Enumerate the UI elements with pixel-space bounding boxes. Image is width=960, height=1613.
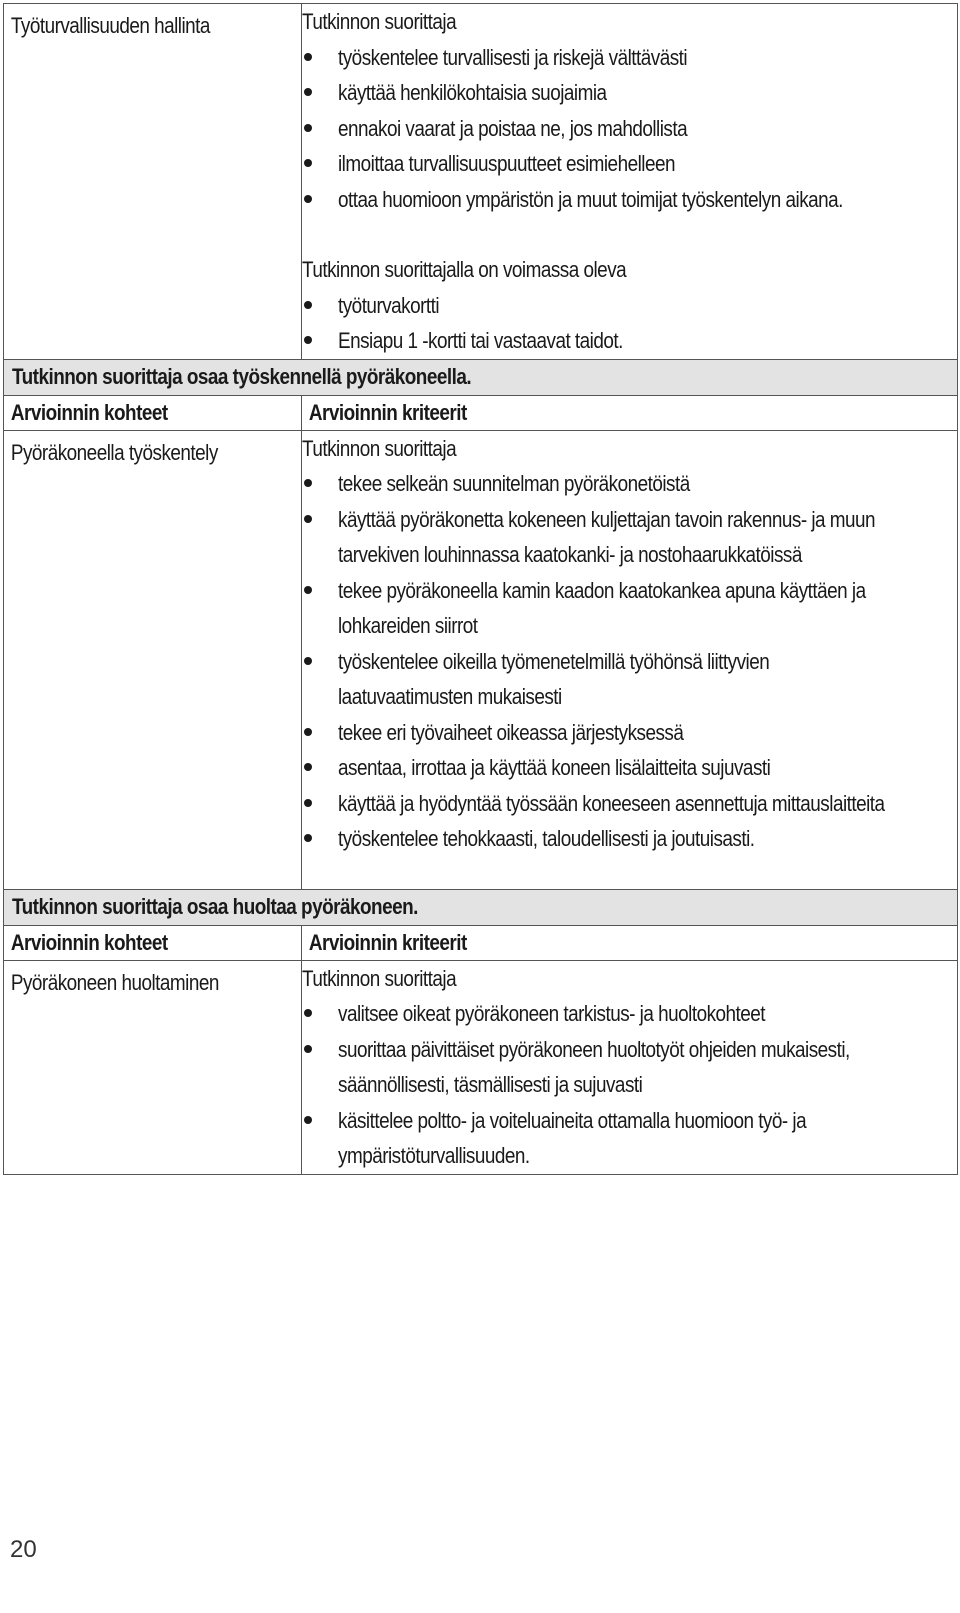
list-item: työskentelee oikeilla työmenetelmillä työhönsä liittyvien laatuvaatimusten mukaisesti [302, 644, 957, 715]
bullet-icon [304, 799, 312, 807]
assessment-target: Pyöräkoneella työskentely [10, 439, 218, 465]
section-title-row [4, 889, 958, 925]
list-item: tekee eri työvaiheet oikeassa järjestyksessä [302, 715, 957, 751]
table-row [4, 4, 958, 360]
bullet-icon [304, 586, 312, 594]
column-header-row [4, 925, 958, 960]
column-header-targets: Arvioinnin kohteet [10, 929, 168, 955]
assessment-criteria-cell [302, 960, 958, 1174]
assessment-criteria-cell [302, 4, 958, 360]
list-item: käyttää pyöräkonetta kokeneen kuljettajan tavoin rakennus- ja muun tarvekiven louhinnassa kaatokanki- ja nostohaarukkatöissä [302, 502, 957, 573]
list-item: suorittaa päivittäiset pyöräkoneen huoltotyöt ohjeiden mukaisesti, säännöllisesti, täsmällisesti ja sujuvasti [302, 1032, 957, 1103]
criteria-list-2 [302, 288, 957, 359]
assessment-target-cell [4, 960, 302, 1174]
list-item: työskentelee tehokkaasti, taloudellisesti ja joutuisasti. [302, 821, 957, 857]
list-item: ennakoi vaarat ja poistaa ne, jos mahdollista [302, 111, 957, 147]
bullet-icon [304, 479, 312, 487]
criteria-list [302, 466, 957, 857]
criteria-intro: Tutkinnon suorittaja [302, 965, 457, 991]
bullet-icon [304, 834, 312, 842]
list-item: ottaa huomioon ympäristön ja muut toimijat työskentelyn aikana. [302, 182, 957, 218]
assessment-target-cell [4, 4, 302, 360]
bullet-icon [304, 515, 312, 523]
list-item: työturvakortti [302, 288, 957, 324]
page-number: 20 [10, 1536, 37, 1563]
criteria-table [3, 3, 958, 1175]
list-item: tekee selkeän suunnitelman pyöräkonetöistä [302, 466, 957, 502]
bullet-icon [304, 159, 312, 167]
assessment-target-cell [4, 430, 302, 889]
assessment-target: Työturvallisuuden hallinta [10, 13, 210, 38]
bullet-icon [304, 728, 312, 736]
table-row [4, 960, 958, 1174]
criteria-intro: Tutkinnon suorittaja [302, 435, 457, 461]
column-header-criteria: Arvioinnin kriteerit [308, 929, 467, 955]
bullet-icon [304, 336, 312, 344]
list-item: Ensiapu 1 -kortti tai vastaavat taidot. [302, 323, 957, 359]
list-item: asentaa, irrottaa ja käyttää koneen lisälaitteita sujuvasti [302, 750, 957, 786]
bullet-icon [304, 1045, 312, 1053]
criteria-list [302, 40, 957, 218]
bullet-icon [304, 1116, 312, 1124]
list-item: tekee pyöräkoneella kamin kaadon kaatokankea apuna käyttäen ja lohkareiden siirrot [302, 573, 957, 644]
list-item: työskentelee turvallisesti ja riskejä välttävästi [302, 40, 957, 76]
list-item: käyttää ja hyödyntää työssään koneeseen asennettuja mittauslaitteita [302, 786, 957, 822]
bullet-icon [304, 195, 312, 203]
bullet-icon [304, 88, 312, 96]
assessment-target: Pyöräkoneen huoltaminen [10, 969, 219, 995]
bullet-icon [304, 53, 312, 61]
criteria-intro: Tutkinnon suorittaja [302, 9, 457, 34]
assessment-criteria-cell [302, 430, 958, 889]
section-title-row [4, 359, 958, 395]
table-row [4, 430, 958, 889]
list-item: käyttää henkilökohtaisia suojaimia [302, 75, 957, 111]
bullet-icon [304, 657, 312, 665]
list-item: valitsee oikeat pyöräkoneen tarkistus- ja huoltokohteet [302, 996, 957, 1032]
bullet-icon [304, 763, 312, 771]
criteria-list [302, 996, 957, 1174]
bullet-icon [304, 1009, 312, 1017]
section-title: Tutkinnon suorittaja osaa työskennellä pyöräkoneella. [12, 363, 472, 389]
list-item: ilmoittaa turvallisuuspuutteet esimiehelleen [302, 146, 957, 182]
bullet-icon [304, 301, 312, 309]
section-title: Tutkinnon suorittaja osaa huoltaa pyöräkoneen. [12, 893, 418, 919]
column-header-targets: Arvioinnin kohteet [10, 399, 168, 425]
column-header-criteria: Arvioinnin kriteerit [308, 399, 467, 425]
column-header-row [4, 395, 958, 430]
criteria-intro-2: Tutkinnon suorittajalla on voimassa oleva [302, 257, 627, 282]
bullet-icon [304, 124, 312, 132]
list-item: käsittelee poltto- ja voiteluaineita ottamalla huomioon työ- ja ympäristöturvallisuuden. [302, 1103, 957, 1174]
